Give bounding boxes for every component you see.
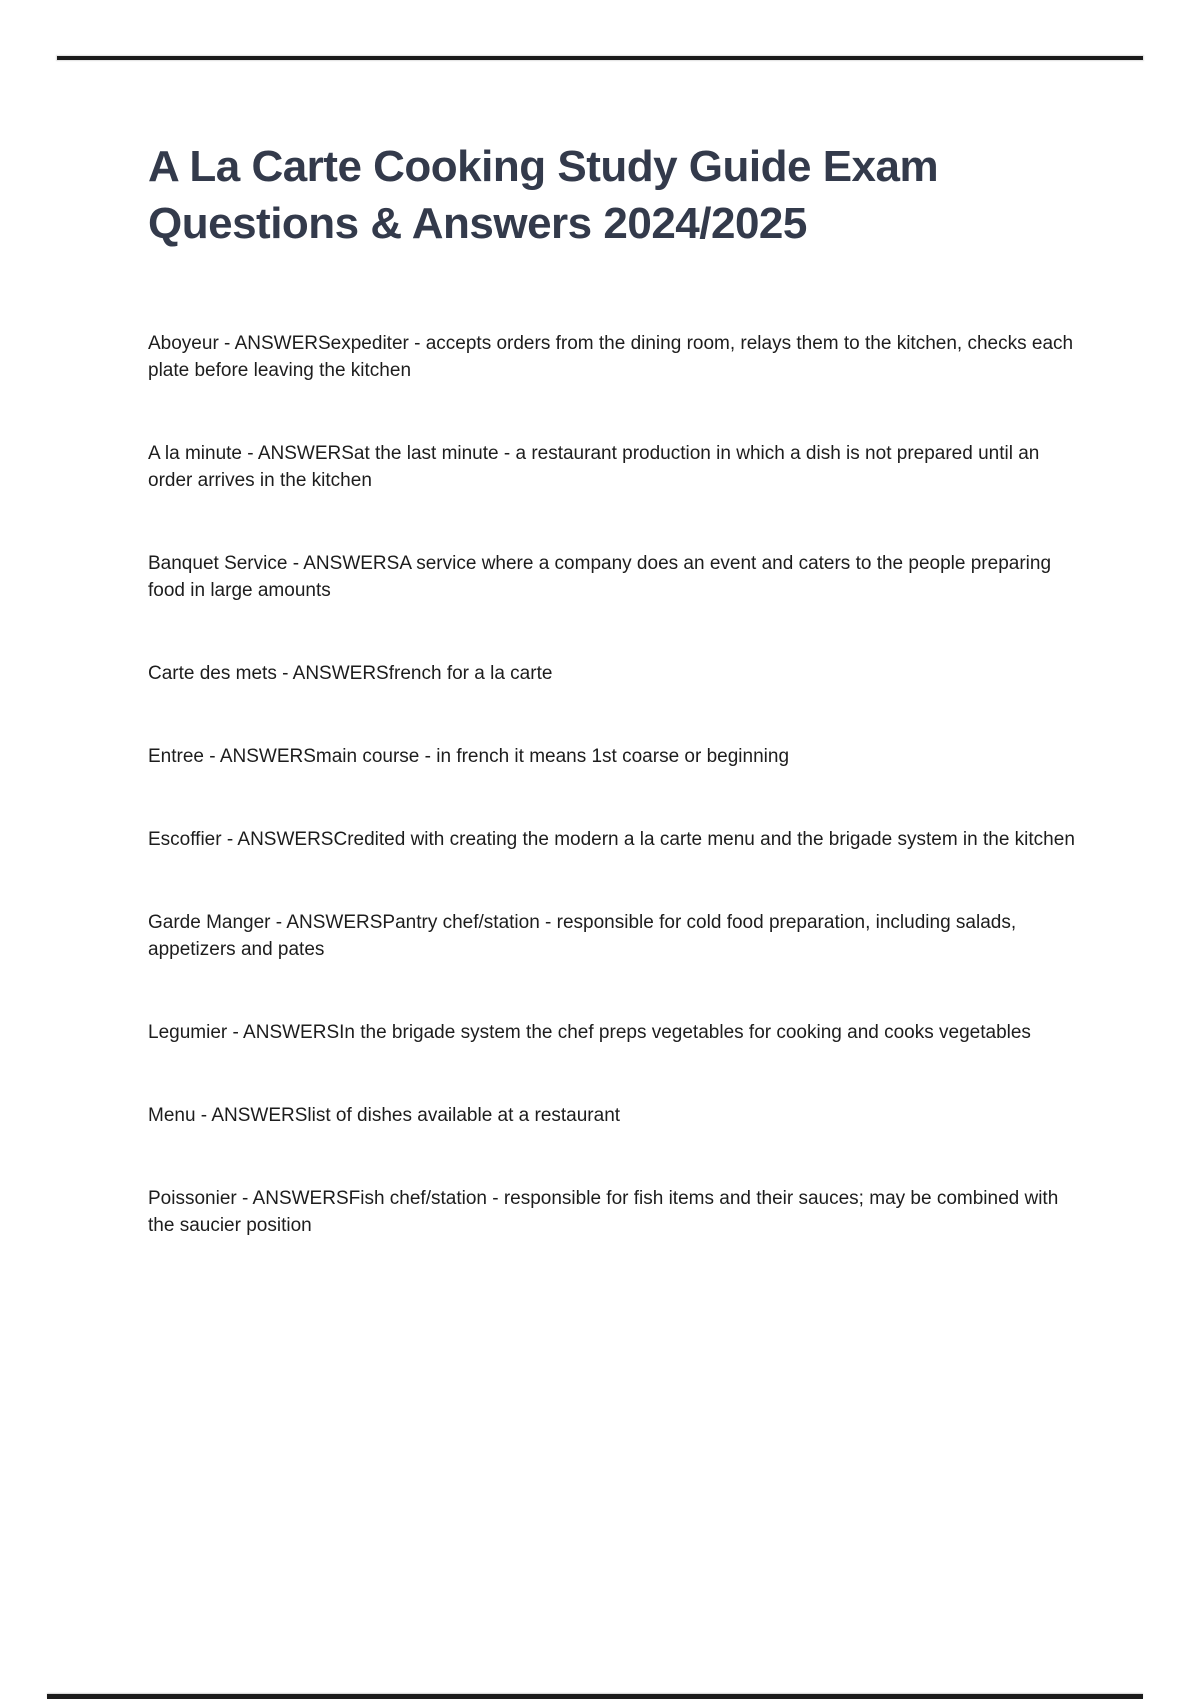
qa-paragraph-aboyeur: Aboyeur - ANSWERSexpediter - accepts orders from the dining room, relays them to the kitchen, checks each plate before leaving the kitchen [148,333,1074,381]
qa-paragraph-carte-des-mets: Carte des mets - ANSWERSfrench for a la carte [148,663,553,684]
qa-paragraph-a-la-minute: A la minute - ANSWERSat the last minute - a restaurant production in which a dish is not prepared until an order arrives in the kitchen [148,443,1040,491]
qa-paragraph-menu: Menu - ANSWERSlist of dishes available at a restaurant [148,1105,621,1126]
qa-paragraph-banquet-service: Banquet Service - ANSWERSA service where a company does an event and caters to the people preparing food in large amounts [148,553,1052,601]
qa-paragraph-garde-manger: Garde Manger - ANSWERSPantry chef/station - responsible for cold food preparation, including salads, appetizers and pates [148,912,1017,960]
qa-paragraph-poissonier: Poissonier - ANSWERSFish chef/station - responsible for fish items and their sauces; may be combined with the saucier position [148,1188,1059,1236]
qa-paragraph-entree: Entree - ANSWERSmain course - in french it means 1st coarse or beginning [148,746,790,767]
qa-paragraph-legumier: Legumier - ANSWERSIn the brigade system the chef preps vegetables for cooking and cooks vegetables [148,1022,1031,1043]
document-title: A La Carte Cooking Study Guide Exam Questions & Answers 2024/2025 [148,142,939,248]
footer-divider-rule [47,1694,1143,1699]
qa-paragraph-escoffier: Escoffier - ANSWERSCredited with creating the modern a la carte menu and the brigade system in the kitchen [148,829,1075,850]
document-content [148,0,1088,1295]
